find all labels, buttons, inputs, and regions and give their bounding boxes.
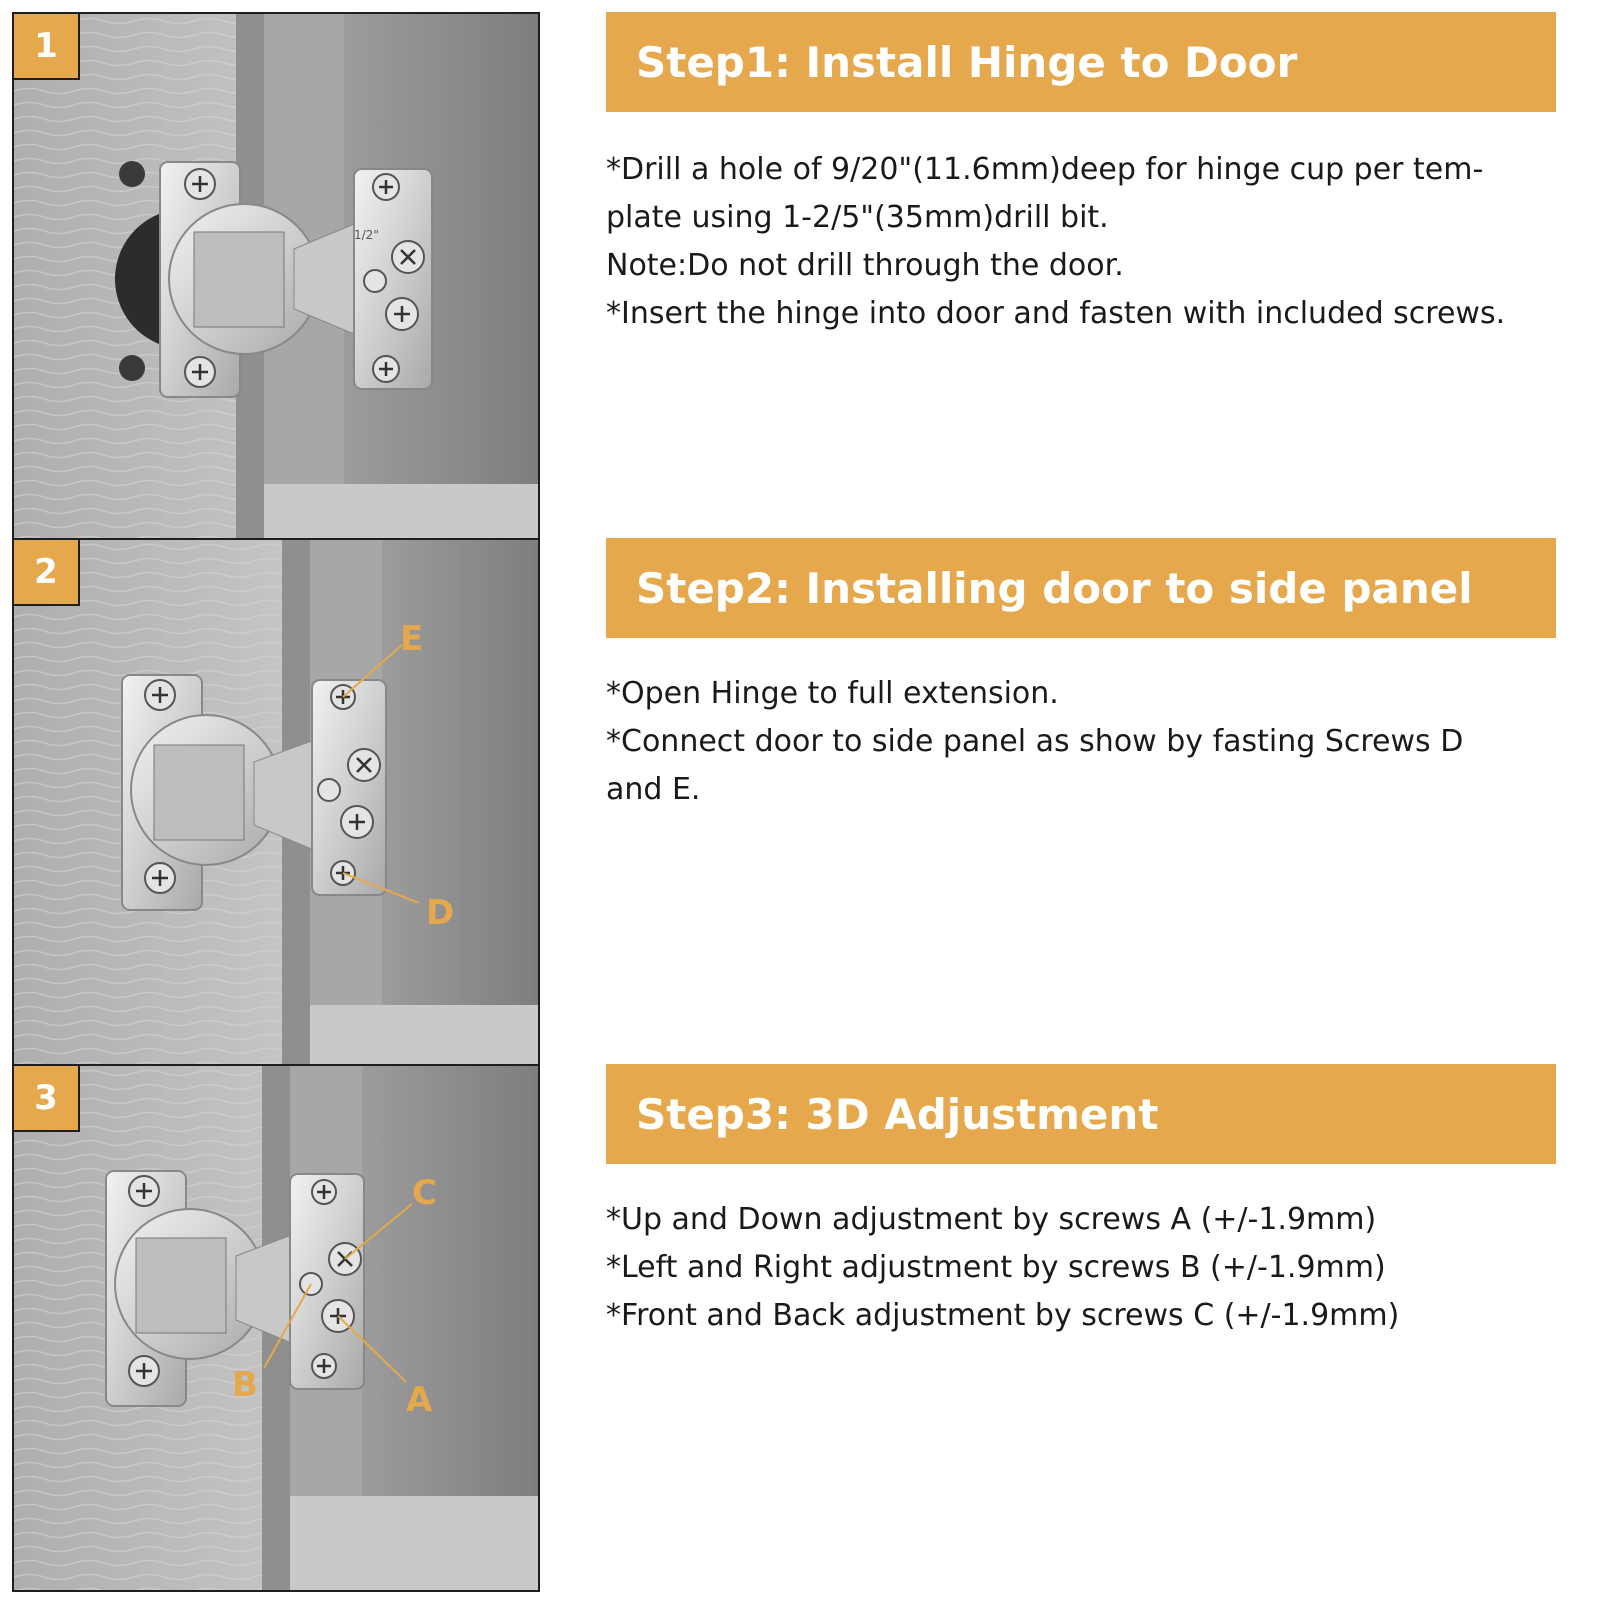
step-3-number-badge: 3 — [14, 1066, 80, 1132]
step-1-number-badge: 1 — [14, 14, 80, 80]
hinge-size-marking: 1/2" — [354, 228, 379, 242]
step-2-line: and E. — [606, 772, 701, 807]
step-3-illustration — [12, 1064, 540, 1592]
hinge-door-image — [14, 14, 538, 538]
step-1-title: Step1: Install Hinge to Door — [606, 12, 1556, 112]
callout-a: A — [406, 1380, 433, 1420]
step-2-title: Step2: Installing door to side panel — [606, 538, 1556, 638]
hinge-adjustment-image — [14, 1066, 538, 1590]
step-1-line: Note:Do not drill through the door. — [606, 248, 1124, 283]
step-3-title: Step3: 3D Adjustment — [606, 1064, 1556, 1164]
step-3-line: *Left and Right adjustment by screws B (+/-1.9mm) — [606, 1250, 1386, 1285]
step-2-number-badge: 2 — [14, 540, 80, 606]
step-1-line: plate using 1-2/5"(35mm)drill bit. — [606, 200, 1109, 235]
step-2-line: *Connect door to side panel as show by fasting Screws D — [606, 724, 1464, 759]
callout-c: C — [412, 1173, 437, 1213]
hinge-side-panel-image — [14, 540, 538, 1064]
step-1-line: *Insert the hinge into door and fasten with included screws. — [606, 296, 1506, 331]
step-1-line: *Drill a hole of 9/20"(11.6mm)deep for hinge cup per tem- — [606, 152, 1484, 187]
callout-b: B — [232, 1365, 258, 1405]
step-3-instructions — [606, 1196, 1566, 1340]
callout-e: E — [400, 619, 424, 659]
step-1-illustration — [12, 12, 540, 540]
step-2-instructions — [606, 670, 1566, 814]
step-1-instructions — [606, 146, 1566, 338]
callout-d: D — [426, 893, 455, 933]
step-3-line: *Up and Down adjustment by screws A (+/-1.9mm) — [606, 1202, 1377, 1237]
step-3-line: *Front and Back adjustment by screws C (+/-1.9mm) — [606, 1298, 1400, 1333]
step-2-line: *Open Hinge to full extension. — [606, 676, 1059, 711]
step-2-illustration — [12, 538, 540, 1066]
